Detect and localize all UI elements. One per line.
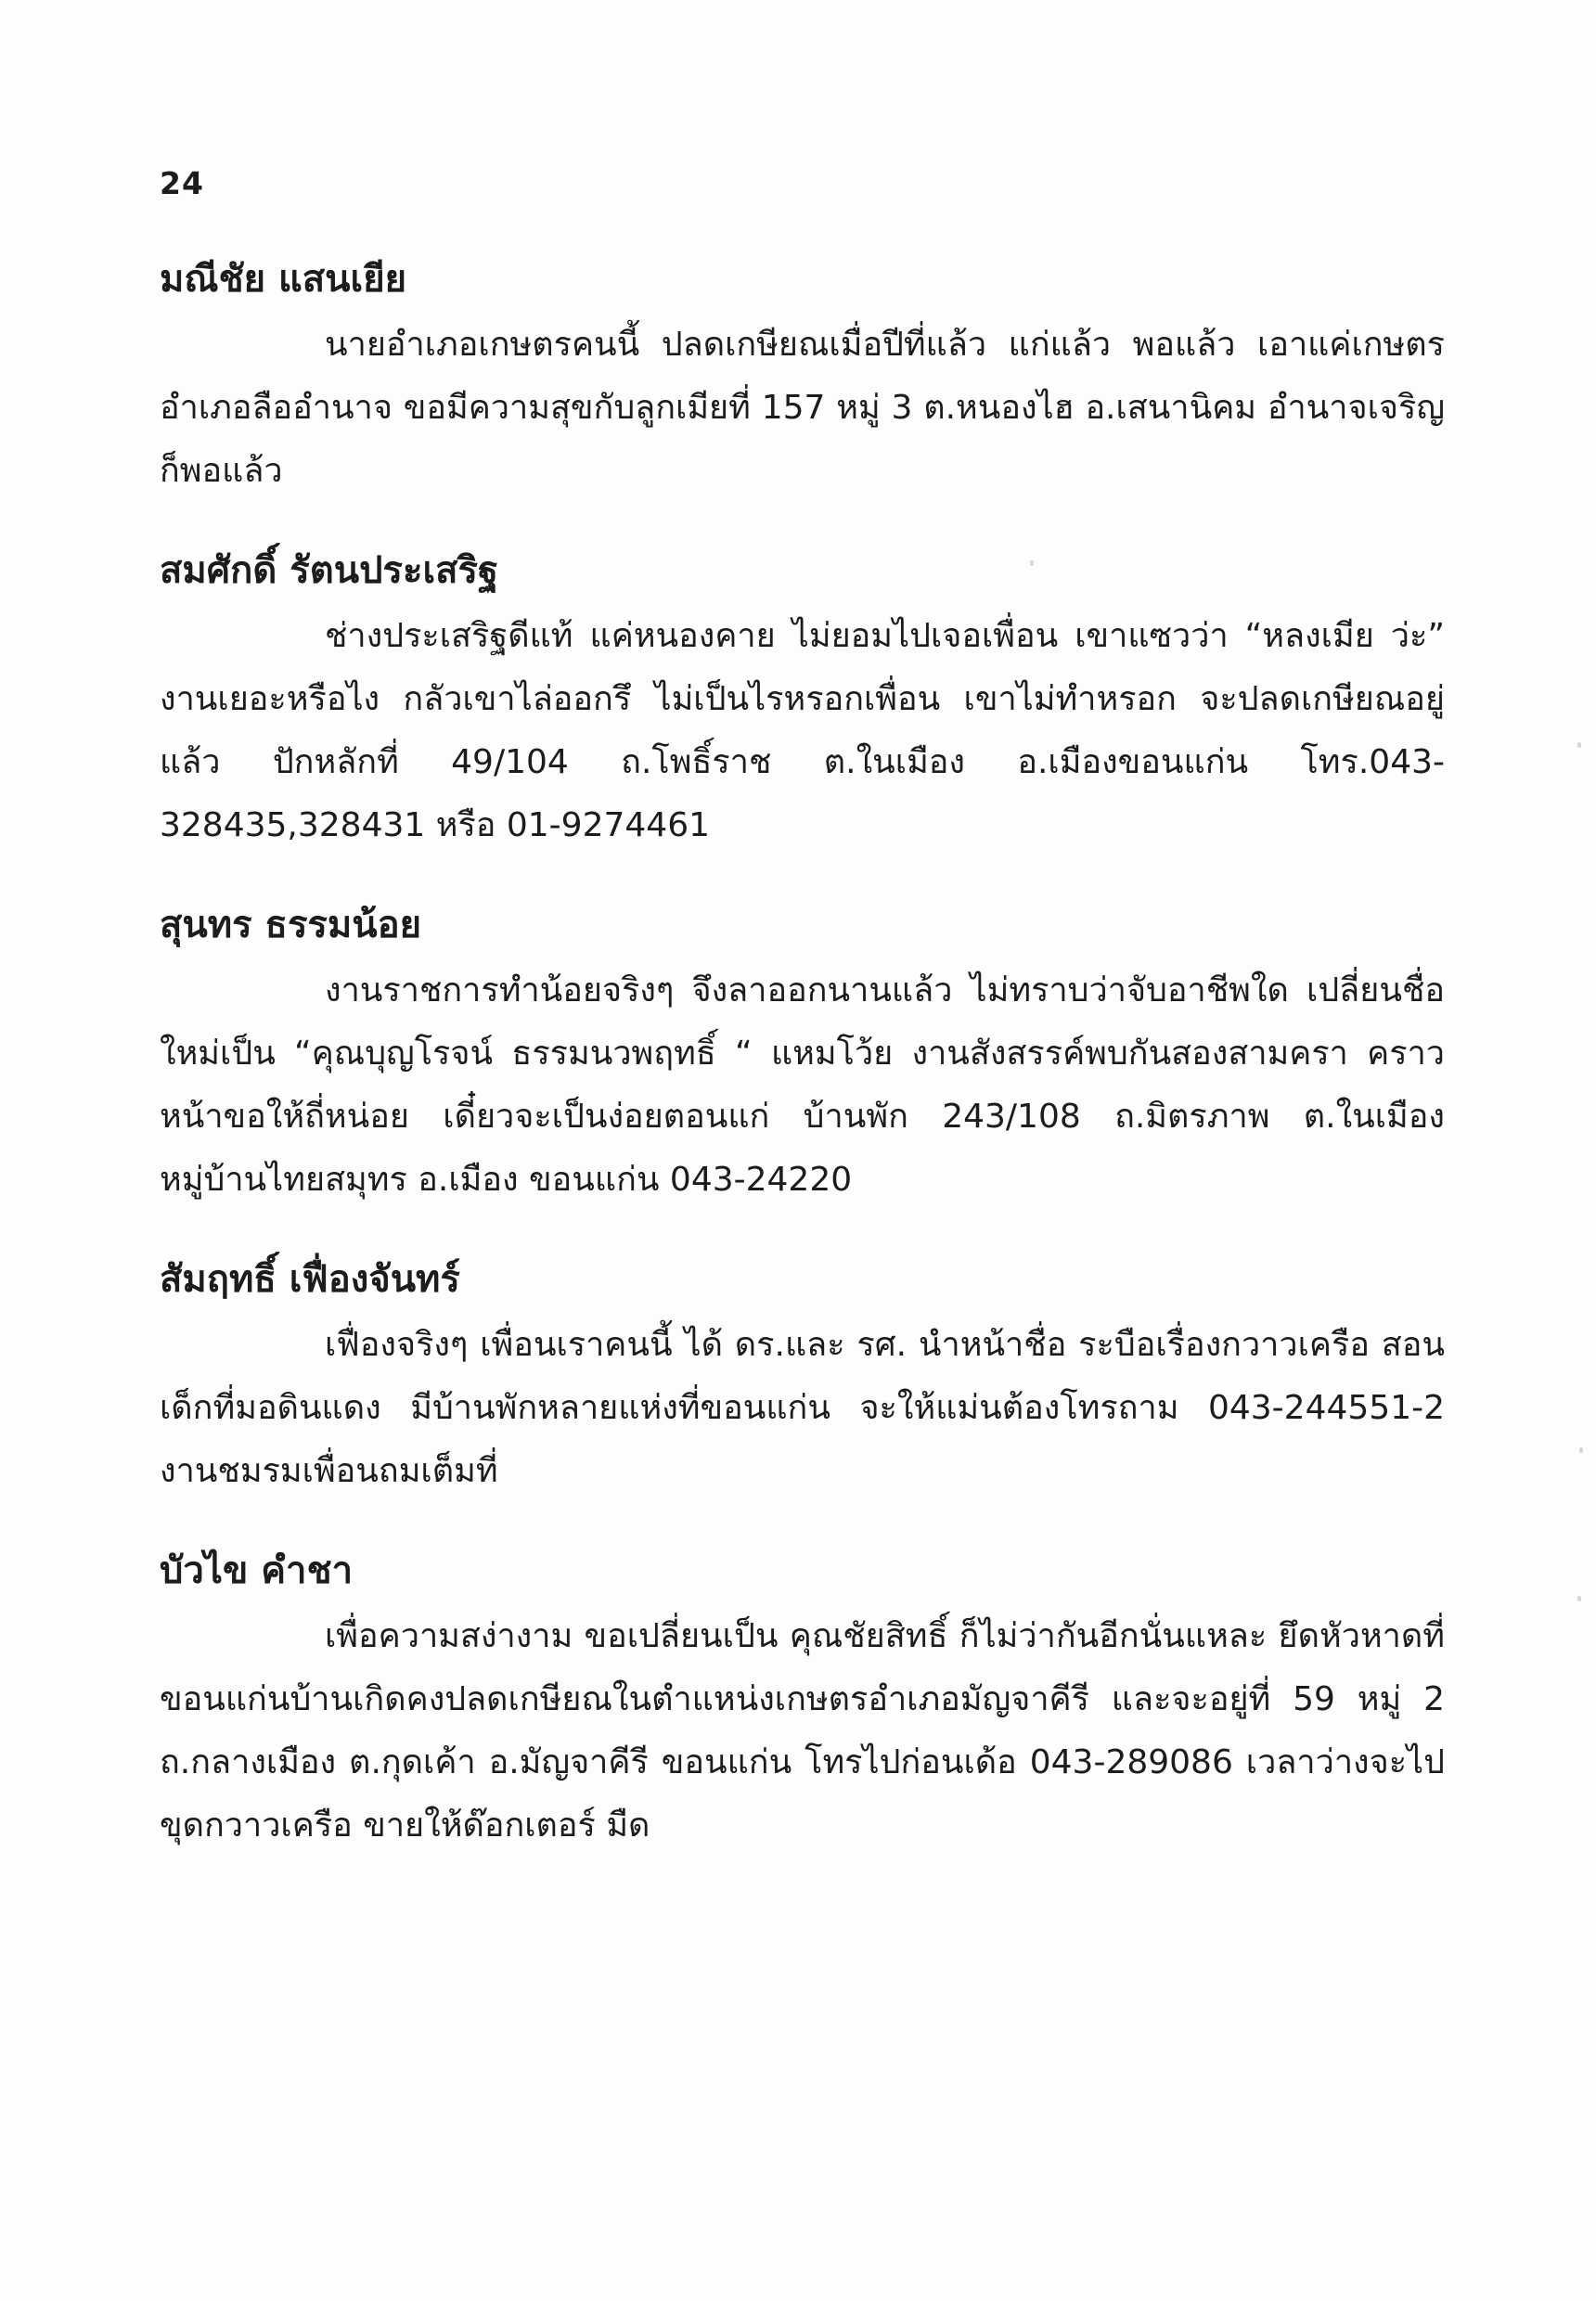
entry <box>160 898 1445 1212</box>
entry-text: เพื่อความสง่างาม ขอเปลี่ยนเป็น คุณชัยสิทธิ์ ก็ไม่ว่ากันอีกนั่นแหละ ยึดหัวหาดที่ขอนแก่นบ้านเกิดคงปลดเกษียณในตำแหน่งเกษตรอำเภอมัญจาคีรี และจะอยู่ที่ 59 หมู่ 2 ถ.กลางเมือง ต.กุดเค้า อ.มัญจาคีรี ขอนแก่น โทรไปก่อนเด้อ 043-289086 เวลาว่างจะไปขุดกวาวเครือ ขายให้ด๊อกเตอร์ มืด <box>160 1617 1445 1845</box>
entry <box>160 1253 1445 1503</box>
scan-speck <box>1577 1596 1581 1601</box>
scan-speck <box>1579 1447 1583 1453</box>
entry <box>160 252 1445 503</box>
entry-name: สัมฤทธิ์ เฟื่องจันทร์ <box>160 1258 460 1301</box>
entry-text: งานราชการทำน้อยจริงๆ จึงลาออกนานแล้ว ไม่ทราบว่าจับอาชีพใด เปลี่ยนชื่อใหม่เป็น “คุณบุญโรจน์ ธรรมนวพฤทธิ์ “ แหมโว้ย งานสังสรรค์พบกันสองสามครา คราวหน้าขอให้ถี่หน่อย เดี๋ยวจะเป็นง่อยตอนแก่ บ้านพัก 243/108 ถ.มิตรภาพ ต.ในเมือง หมู่บ้านไทยสมุทร อ.เมือง ขอนแก่น 043-24220 <box>160 971 1445 1199</box>
entry <box>160 1544 1445 1858</box>
entry-text: เฟื่องจริงๆ เพื่อนเราคนนี้ ได้ ดร.และ รศ. นำหน้าชื่อ ระบือเรื่องกวาวเครือ สอนเด็กที่มอดินแดง มีบ้านพักหลายแห่งที่ขอนแก่น จะให้แม่นต้องโทรถาม 043-244551-2 งานชมรมเพื่อนถมเต็มที่ <box>160 1326 1445 1490</box>
entry-name: สมศักดิ์ รัตนประเสริฐ <box>160 549 499 592</box>
page-number: 24 <box>160 165 204 201</box>
scan-speck <box>1577 742 1581 748</box>
entry-text: นายอำเภอเกษตรคนนี้ ปลดเกษียณเมื่อปีที่แล้ว แก่แล้ว พอแล้ว เอาแค่เกษตรอำเภอลืออำนาจ ขอมีความสุขกับลูกเมียที่ 157 หมู่ 3 ต.หนองไฮ อ.เสนานิคม อำนาจเจริญ ก็พอแล้ว <box>160 326 1445 490</box>
entry-name: บัวไข คำชา <box>160 1549 354 1592</box>
entry-name: มณีชัย แสนเยีย <box>160 258 407 301</box>
entry-name: สุนทร ธรรมน้อย <box>160 904 422 946</box>
scan-speck <box>1030 560 1034 566</box>
entry <box>160 544 1445 857</box>
entry-list <box>160 252 1445 1898</box>
entry-text: ช่างประเสริฐดีแท้ แค่หนองคาย ไม่ยอมไปเจอเพื่อน เขาแซวว่า “หลงเมีย ว่ะ” งานเยอะหรือไง กลัวเขาไล่ออกรึ ไม่เป็นไรหรอกเพื่อน เขาไม่ทำหรอก จะปลดเกษียณอยู่แล้ว ปักหลักที่ 49/104 ถ.โพธิ์ราช ต.ในเมือง อ.เมืองขอนแก่น โทร.043-328435,328431 หรือ 01-9274461 <box>160 617 1445 844</box>
